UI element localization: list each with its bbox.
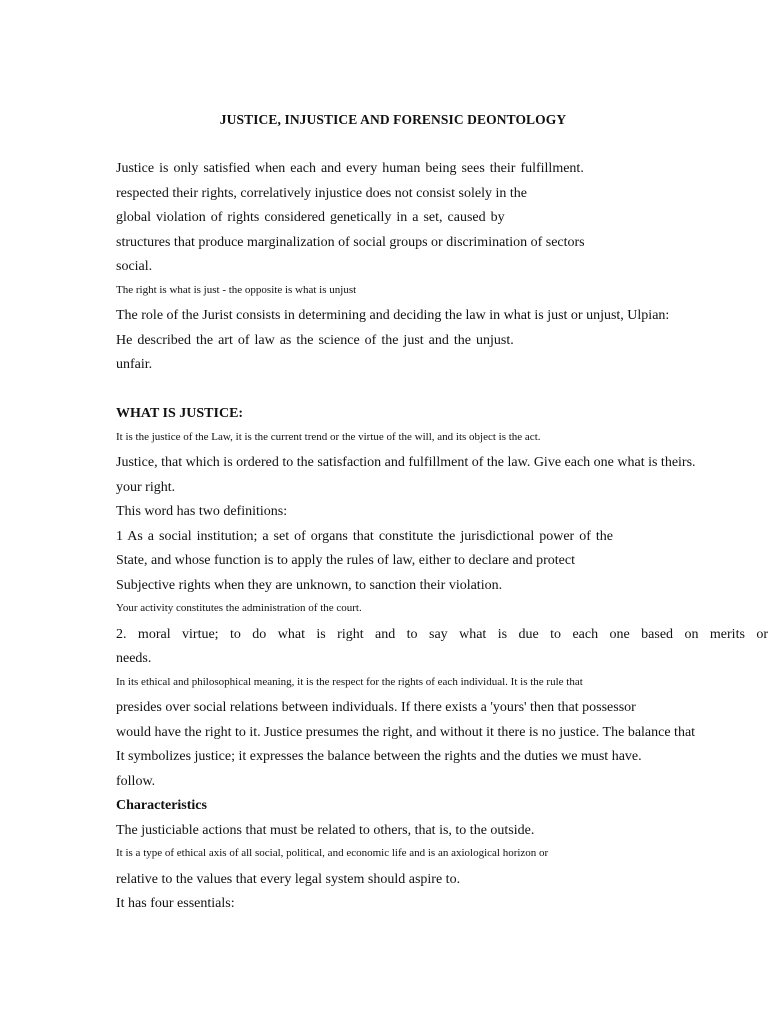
text-line: 1 As a social institution; a set of organs that constitute the jurisdictional power of the: [116, 529, 613, 544]
text-line: It is the justice of the Law, it is the current trend or the virtue of the will, and its object is the act.: [116, 431, 541, 443]
section-heading: Characteristics: [116, 798, 207, 813]
text-line: In its ethical and philosophical meaning, it is the respect for the rights of each individual. It is the rule that: [116, 676, 583, 688]
text-line: 2. moral virtue; to do what is right and to say what is due to each one based on merits or: [116, 627, 768, 642]
text-line: unfair.: [116, 357, 153, 372]
text-line: It has four essentials:: [116, 896, 235, 911]
text-line: social.: [116, 259, 153, 274]
text-line: Subjective rights when they are unknown, to sanction their violation.: [116, 578, 503, 593]
document-title: JUSTICE, INJUSTICE AND FORENSIC DEONTOLOGY: [219, 112, 567, 127]
text-line: your right.: [116, 480, 176, 495]
text-line: Justice is only satisfied when each and every human being sees their fulfillment.: [116, 161, 584, 176]
text-line: He described the art of law as the science of the just and the unjust.: [116, 333, 514, 348]
text-line: Justice, that which is ordered to the satisfaction and fulfillment of the law. Give each one what is theirs.: [116, 455, 696, 470]
section-heading: WHAT IS JUSTICE:: [116, 406, 244, 421]
text-line: State, and whose function is to apply the rules of law, either to declare and protect: [116, 553, 575, 568]
text-line: follow.: [116, 774, 156, 789]
text-line: It is a type of ethical axis of all social, political, and economic life and is an axiological horizon or: [116, 847, 549, 859]
text-line: global violation of rights considered genetically in a set, caused by: [116, 210, 505, 225]
text-line: respected their rights, correlatively injustice does not consist solely in the: [116, 186, 527, 201]
text-line: needs.: [116, 651, 152, 666]
text-line: It symbolizes justice; it expresses the balance between the rights and the duties we must have.: [116, 749, 642, 764]
text-line: The role of the Jurist consists in determining and deciding the law in what is just or unjust, Ulpian:: [116, 308, 670, 323]
text-line: The justiciable actions that must be related to others, that is, to the outside.: [116, 823, 535, 838]
text-line: Your activity constitutes the administration of the court.: [116, 602, 362, 614]
text-line: structures that produce marginalization of social groups or discrimination of sectors: [116, 235, 585, 250]
text-line: relative to the values that every legal system should aspire to.: [116, 872, 461, 887]
text-line: would have the right to it. Justice presumes the right, and without it there is no justice. The balance that: [116, 725, 696, 740]
text-line: The right is what is just - the opposite is what is unjust: [116, 284, 357, 296]
text-line: presides over social relations between individuals. If there exists a 'yours' then that possessor: [116, 700, 636, 715]
text-line: This word has two definitions:: [116, 504, 288, 519]
